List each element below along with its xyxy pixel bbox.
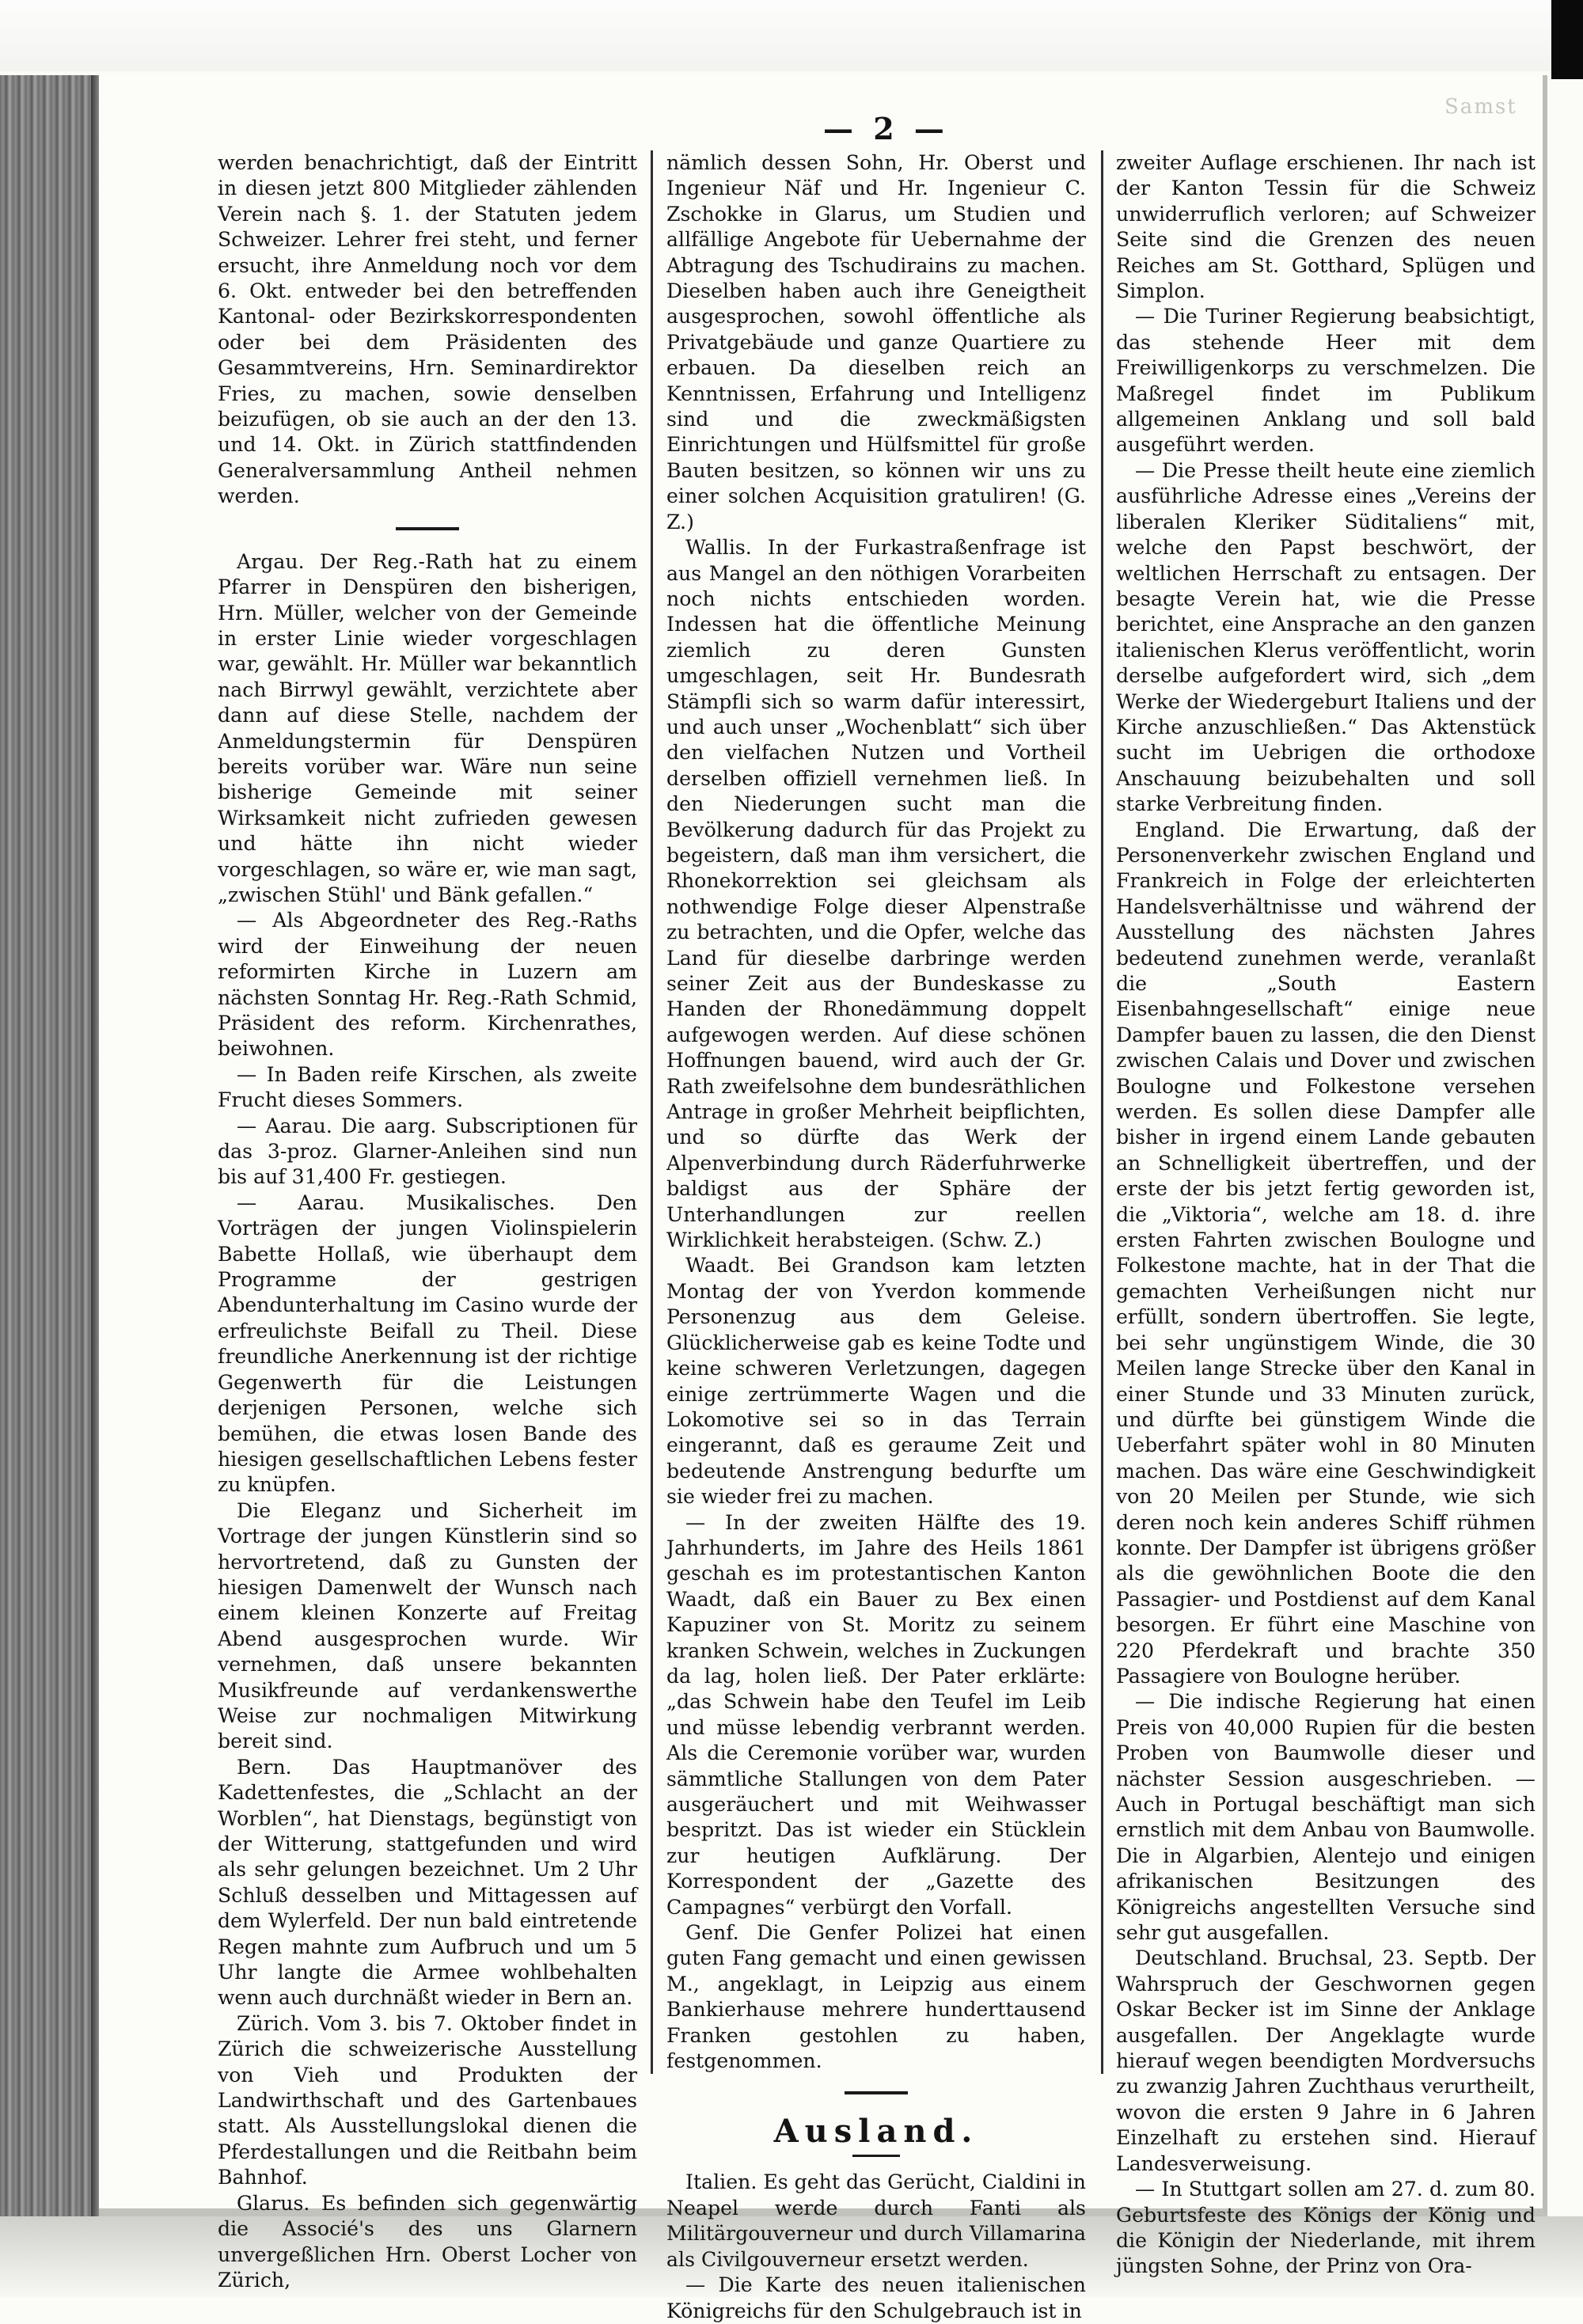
column-rule-1 <box>651 150 653 2074</box>
article-glarus: Glarus. Es befinden sich gegenwärtig die Associé's des uns Glarnern unvergeßlichen Hrn. Oberst Locher von Zürich, <box>218 2191 637 2292</box>
article-bern: Bern. Das Hauptmanöver des Kadettenfestes, die „Schlacht an der Worblen“, hat Dienstags, begünstigt von der Witterung, stattgefunden und wird als sehr gelungen bezeichnet. Um 2 Uhr Schluß desselben und Mittagessen auf dem Wylerfeld. Der nun bald eintretende Regen mahnte zum Aufbruch und um 5 Uhr langte die Armee wohlbehalten wenn auch durchnäßt wieder in Bern an. <box>218 1755 637 2010</box>
page-number: — 2 — <box>823 111 949 146</box>
article-wallis: Wallis. In der Furkastraßenfrage ist aus Mangel an den nöthigen Vorarbeiten noch nichts entschieden worden. Indessen hat die öffentliche Meinung ziemlich zu deren Gunsten umgeschlagen, seit Hr. Bundesrath Stämpfli sich so warm dafür interessirt, und auch unser „Wochenblatt“ sich über den vielfachen Nutzen und Vortheil derselben offiziell vernehmen ließ. In den Niederungen sucht man die Bevölkerung dadurch für das Projekt zu begeistern, daß man ihm versichert, die Rhonekorrektion sei gleichsam als nothwendige Folge dieser Alpenstraße zu betrachten, und die Opfer, welche das Land für dieselbe darbringe werden seiner Zeit aus der Bundeskasse zu Handen der Rhonedämmung doppelt aufgewogen werden. Auf diese schönen Hoffnungen bauend, wird auch der Gr. Rath zweifelsohne dem bundesräthlichen Antrage in großer Mehrheit beipflichten, und so dürfte das Werk der Alpenverbindung durch Räderfuhrwerke baldigst aus der Sphäre der Unterhandlungen zur reellen Wirklichkeit herabsteigen. (Schw. Z.) <box>666 536 1086 1252</box>
article-paragraph: werden benachrichtigt, daß der Eintritt in diesen jetzt 800 Mitglieder zählenden Verein nach §. 1. der Statuten jedem Schweizer. Lehrer frei steht, und ferner ersucht, ihre Anmeldung noch vor dem 6. Okt. entweder bei den betreffenden Kantonal- oder Bezirkskorrespondenten oder bei dem Präsidenten des Gesammtvereins, Hrn. Seminardirektor Fries, zu machen, sowie denselben beizufügen, ob sie auch an der den 13. und 14. Okt. in Zürich stattfindenden Generalversammlung Antheil nehmen werden. <box>218 151 637 508</box>
article-paragraph: — Aarau. Musikalisches. Den Vorträgen der jungen Violinspielerin Babette Hollaß, wie überhaupt dem Programme der gestrigen Abendunterhaltung im Casino wurde der erfreulichste Beifall zu Theil. Diese freundliche Anerkennung ist der richtige Gegenwerth für die Leistungen derjenigen Personen, welche sich bemühen, die etwas losen Bande des hiesigen gesellschaftlichen Lebens fester zu knüpfen. <box>218 1190 637 1497</box>
column-1 <box>218 150 637 2292</box>
article-paragraph: — Aarau. Die aarg. Subscriptionen für das 3-proz. Glarner-Anleihen sind nun bis auf 31,400 Fr. gestiegen. <box>218 1114 637 1189</box>
bleed-through-text: Samst <box>1444 95 1517 119</box>
article-paragraph: — In Stuttgart sollen am 27. d. zum 80. Geburtsfeste des Königs der König und die Königin der Niederlande, mit ihrem jüngsten Sohne, der Prinz von Ora- <box>1116 2178 1536 2278</box>
column-rule-2 <box>1101 150 1103 2074</box>
separator-rule <box>845 2091 908 2094</box>
article-england: England. Die Erwartung, daß der Personenverkehr zwischen England und Frankreich in Folge der erleichterten Handelsverhältnisse und während der Ausstellung des nächsten Jahres bedeutend zunehmen werde, veranlaßt die „South Eastern Eisenbahngesellschaft“ einige neue Dampfer bauen zu lassen, die den Dienst zwischen Calais und Dover und zwischen Boulogne und Folkestone versehen werden. Es sollen diese Dampfer alle bisher in irgend einem Lande gebauten an Schnelligkeit übertreffen, und der erste der bis jetzt fertig geworden ist, die „Viktoria“, welche am 18. d. ihre ersten Fahrten zwischen Boulogne und Folkestone machte, hat in der That die gemachten Verheißungen nicht nur erfüllt, sondern übertroffen. Sie legte, bei sehr ungünstigem Winde, die 30 Meilen lange Strecke über den Kanal in einer Stunde und 33 Minuten zurück, und dürfte bei günstigem Winde die Ueberfahrt später wohl in 80 Minuten machen. Das wäre eine Geschwindigkeit von 20 Meilen per Stunde, wie sich deren noch kein anderes Schiff rühmen konnte. Der Dampfer ist übrigens größer als die gewöhnlichen Boote die den Passagier- und Postdienst auf dem Kanal besorgen. Er führt eine Maschine von 220 Pferdekraft und brachte 350 Passagiere von Boulogne herüber. <box>1116 818 1536 1688</box>
article-genf: Genf. Die Genfer Polizei hat einen guten Fang gemacht und einen gewissen M., angeklagt, in Leipzig aus einem Bankierhause mehrere hunderttausend Franken gestohlen zu haben, festgenommen. <box>666 1921 1086 2073</box>
article-zuerich: Zürich. Vom 3. bis 7. Oktober findet in Zürich die schweizerische Ausstellung von Vieh und Produkten der Landwirthschaft und des Gartenbaues statt. Als Ausstellungslokal dienen die Pferdestallungen und die Reitbahn beim Bahnhof. <box>218 2011 637 2189</box>
article-aargau: Argau. Der Reg.-Rath hat zu einem Pfarrer in Denspüren den bisherigen, Hrn. Müller, welcher von der Gemeinde in erster Linie wieder vorgeschlagen war, gewählt. Hr. Müller war bekanntlich nach Birrwyl gewählt, verzichtete aber dann auf diese Stelle, nachdem der Anmeldungstermin für Denspüren bereits vorüber war. Wäre nun seine bisherige Gemeinde mit seiner Wirksamkeit nicht zufrieden gewesen und hätte ihn nicht wieder vorgeschlagen, so wäre er, wie man sagt, „zwischen Stühl' und Bänk gefallen.“ <box>218 549 637 906</box>
article-paragraph: — Die indische Regierung hat einen Preis von 40,000 Rupien für die besten Proben von Baumwolle dieser und nächster Session ausgeschrieben. — Auch in Portugal beschäftigt man sich ernstlich mit dem Anbau von Baumwolle. Die in Algarbien, Alentejo und einigen afrikanischen Besitzungen des Königreichs angestellten Versuche sind sehr gut ausgefallen. <box>1116 1690 1536 1945</box>
article-paragraph: — Die Presse theilt heute eine ziemlich ausführliche Adresse eines „Vereins der liberalen Kleriker Süditaliens“ mit, welche den Papst beschwört, der weltlichen Herrschaft zu entsagen. Der besagte Verein hat, wie die Presse berichtet, eine Ansprache an den ganzen italienischen Klerus veröffentlicht, worin derselbe aufgefordert wird, sich „dem Werke der Wiedergeburt Italiens und der Kirche anzuschließen.“ Das Aktenstück sucht im Uebrigen die orthodoxe Anschauung beizubehalten und soll starke Verbreitung finden. <box>1116 458 1536 816</box>
column-3 <box>1116 150 1536 2278</box>
separator-rule <box>396 527 459 530</box>
column-2 <box>666 150 1087 2322</box>
article-paragraph: — Die Turiner Regierung beabsichtigt, das stehende Heer mit dem Freiwilligenkorps zu verschmelzen. Die Maßregel findet im Publikum allgemeinen Anklang und soll bald ausgeführt werden. <box>1116 305 1536 457</box>
article-paragraph: — Die Karte des neuen italienischen Königreichs für den Schulgebrauch ist in <box>666 2273 1086 2322</box>
article-paragraph: — Als Abgeordneter des Reg.-Raths wird der Einweihung der neuen reformirten Kirche in Luzern am nächsten Sonntag Hr. Reg.-Rath Schmid, Präsident des reform. Kirchenrathes, beiwohnen. <box>218 909 637 1061</box>
scan-dark-corner <box>1551 0 1583 79</box>
separator-rule <box>852 2155 900 2157</box>
article-paragraph: zweiter Auflage erschienen. Ihr nach ist der Kanton Tessin für die Schweiz unwiderruflich verloren; auf Schweizer Seite sind die Grenzen des neuen Reiches am St. Gotthard, Splügen und Simplon. <box>1116 151 1536 303</box>
article-paragraph: nämlich dessen Sohn, Hr. Oberst und Ingenieur Näf und Hr. Ingenieur C. Zschokke in Glarus, um Studien und allfällige Angebote für Uebernahme der Abtragung des Tschudirains zu machen. Dieselben haben auch ihre Geneigtheit ausgesprochen, sowohl öffentliche als Privatgebäude und ganze Quartiere zu erbauen. Da dieselben reich an Kenntnissen, Erfahrung und Intelligenz sind und die zweckmäßigsten Einrichtungen und Hülfsmittel für große Bauten besitzen, so können wir uns zu einer solchen Acquisition gratuliren! (G. Z.) <box>666 151 1086 534</box>
scan-top-margin <box>0 0 1583 71</box>
article-paragraph: Die Eleganz und Sicherheit im Vortrage der jungen Künstlerin sind so hervortretend, daß zu Gunsten der hiesigen Damenwelt der Wunsch nach einem kleinen Konzerte auf Freitag Abend ausgesprochen wurde. Wir vernehmen, daß unsere bekannten Musikfreunde auf verdankenswerthe Weise zur nochmaligen Mitwirkung bereit sind. <box>218 1498 637 1753</box>
article-deutschland: Deutschland. Bruchsal, 23. Septb. Der Wahrspruch der Geschwornen gegen Oskar Becker ist im Sinne der Anklage ausgefallen. Der Angeklagte wurde hierauf wegen beendigten Mordversuchs zu zwanzig Jahren Zuchthaus verurtheilt, wovon die ersten 9 Jahre in 6 Jahren Einzelhaft zu erstehen sind. Hierauf Landesverweisung. <box>1116 1946 1536 2175</box>
article-paragraph: — In der zweiten Hälfte des 19. Jahrhunderts, im Jahre des Heils 1861 geschah es im protestantischen Kanton Waadt, daß ein Bauer zu Bex einen Kapuziner von St. Moritz zu seinem kranken Schwein, welches in Zuckungen da lag, holen ließ. Der Pater erklärte: „das Schwein habe den Teufel im Leib und müsse lebendig verbrannt werden. Als die Ceremonie vorüber war, wurden sämmtliche Stallungen von dem Pater ausgeräuchert und mit Weihwasser bespritzt. Das ist wieder ein Stücklein zur heutigen Aufklärung. Der Korrespondent der „Gazette des Campagnes“ verbürgt den Vorfall. <box>666 1510 1086 1919</box>
article-waadt: Waadt. Bei Grandson kam letzten Montag der von Yverdon kommende Personenzug aus dem Geleise. Glücklicherweise gab es keine Todte und keine schweren Verletzungen, dagegen einige zertrümmerte Wagen und die Lokomotive sei so in das Terrain eingerannt, daß es geraume Zeit und bedeutende Anstrengung bedurfte um sie wieder frei zu machen. <box>666 1254 1086 1509</box>
section-heading-ausland: Ausland. <box>773 2113 979 2151</box>
article-paragraph: — In Baden reife Kirschen, als zweite Frucht dieses Sommers. <box>218 1062 637 1112</box>
article-italien: Italien. Es geht das Gerücht, Cialdini in Neapel werde durch Fanti als Militärgouverneur und durch Villamarina als Civilgouverneur ersetzt werden. <box>666 2170 1087 2271</box>
book-page-edges <box>0 75 99 2216</box>
